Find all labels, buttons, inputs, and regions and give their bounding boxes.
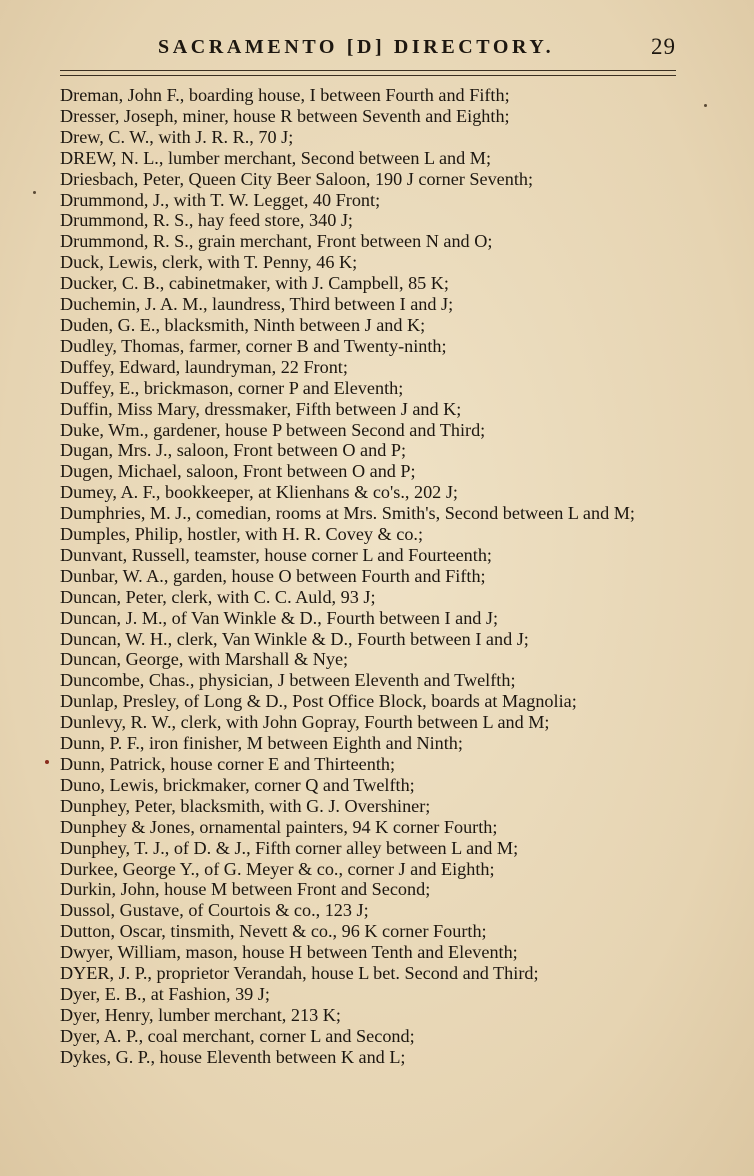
directory-entry: Duncan, Peter, clerk, with C. C. Auld, 93 J; [60,586,376,607]
directory-entry: Dyer, E. B., at Fashion, 39 J; [60,983,270,1004]
directory-entry: Dreman, John F., boarding house, I between Fourth and Fifth; [60,85,510,105]
directory-entry: Dunphey & Jones, ornamental painters, 94 K corner Fourth; [60,816,498,837]
directory-entry: Duncan, George, with Marshall & Nye; [60,649,349,670]
running-head: SACRAMENTO [D] DIRECTORY. [158,36,555,58]
ink-spot [33,191,36,194]
directory-entry: Duncombe, Chas., physician, J between Eleventh and Twelfth; [60,670,516,691]
directory-entry: Duden, G. E., blacksmith, Ninth between J and K; [60,314,426,335]
directory-entry: Dumey, A. F., bookkeeper, at Klienhans & co's., 202 J; [60,482,458,503]
header-rule [60,70,676,71]
directory-entry: Duffey, E., brickmason, corner P and Eleventh; [60,377,404,398]
ink-spot [704,104,707,107]
directory-entry: Dutton, Oscar, tinsmith, Nevett & co., 96 K corner Fourth; [60,921,487,942]
directory-entry: Driesbach, Peter, Queen City Beer Saloon, 190 J corner Seventh; [60,168,534,189]
directory-entry: Dyer, A. P., coal merchant, corner L and Second; [60,1025,415,1046]
directory-entry: Drummond, R. S., hay feed store, 340 J; [60,210,353,231]
directory-entry: Dunphey, Peter, blacksmith, with G. J. Overshiner; [60,795,431,816]
directory-entry: Dudley, Thomas, farmer, corner B and Twenty-ninth; [60,335,447,356]
directory-entry: DYER, J. P., proprietor Verandah, house L bet. Second and Third; [60,963,539,984]
directory-entry: Dyer, Henry, lumber merchant, 213 K; [60,1004,341,1025]
directory-entry: Duchemin, J. A. M., laundress, Third between I and J; [60,294,454,315]
header-rule-thin [60,75,676,76]
directory-entry: Duck, Lewis, clerk, with T. Penny, 46 K; [60,252,358,273]
directory-entry: Durkee, George Y., of G. Meyer & co., corner J and Eighth; [60,858,495,879]
page-header [60,34,680,66]
directory-entry: Dunlap, Presley, of Long & D., Post Office Block, boards at Magnolia; [60,691,577,712]
directory-entry: Dunbar, W. A., garden, house O between Fourth and Fifth; [60,565,486,586]
directory-entry: Dunlevy, R. W., clerk, with John Gopray, Fourth between L and M; [60,712,550,733]
directory-entry: Dugan, Mrs. J., saloon, Front between O and P; [60,440,407,461]
directory-entry: Drew, C. W., with J. R. R., 70 J; [60,126,294,147]
directory-entries [60,85,682,1068]
page-number: 29 [651,34,676,59]
directory-entry: Dunphey, T. J., of D. & J., Fifth corner alley between L and M; [60,837,519,858]
directory-entry: Duno, Lewis, brickmaker, corner Q and Twelfth; [60,774,415,795]
directory-entry: DREW, N. L., lumber merchant, Second between L and M; [60,147,492,168]
directory-entry: Dresser, Joseph, miner, house R between Seventh and Eighth; [60,105,510,126]
directory-entry: Dykes, G. P., house Eleventh between K and L; [60,1046,406,1067]
directory-entry: Dussol, Gustave, of Courtois & co., 123 J; [60,900,369,921]
directory-entry: Dunn, Patrick, house corner E and Thirteenth; [60,754,396,774]
directory-entry: Ducker, C. B., cabinetmaker, with J. Campbell, 85 K; [60,273,449,294]
ink-spot [45,760,49,764]
directory-entry: Duffey, Edward, laundryman, 22 Front; [60,356,348,377]
directory-entry: Duke, Wm., gardener, house P between Second and Third; [60,419,486,440]
directory-entry: Duncan, W. H., clerk, Van Winkle & D., Fourth between I and J; [60,628,529,649]
directory-entry: Dugen, Michael, saloon, Front between O and P; [60,461,416,482]
directory-entry: Dunvant, Russell, teamster, house corner L and Fourteenth; [60,544,492,565]
directory-entry: Durkin, John, house M between Front and Second; [60,879,431,900]
directory-entry: Drummond, R. S., grain merchant, Front between N and O; [60,231,493,252]
directory-entry: Dunn, P. F., iron finisher, M between Eighth and Ninth; [60,733,463,754]
directory-entry: Dwyer, William, mason, house H between Tenth and Eleventh; [60,942,518,963]
directory-entry: Duncan, J. M., of Van Winkle & D., Fourth between I and J; [60,607,499,628]
directory-entry: Duffin, Miss Mary, dressmaker, Fifth between J and K; [60,398,462,419]
directory-entry: Dumphries, M. J., comedian, rooms at Mrs. Smith's, Second between L and M; [60,503,635,524]
directory-entry: Drummond, J., with T. W. Legget, 40 Front; [60,189,381,210]
directory-entry: Dumples, Philip, hostler, with H. R. Covey & co.; [60,524,424,545]
